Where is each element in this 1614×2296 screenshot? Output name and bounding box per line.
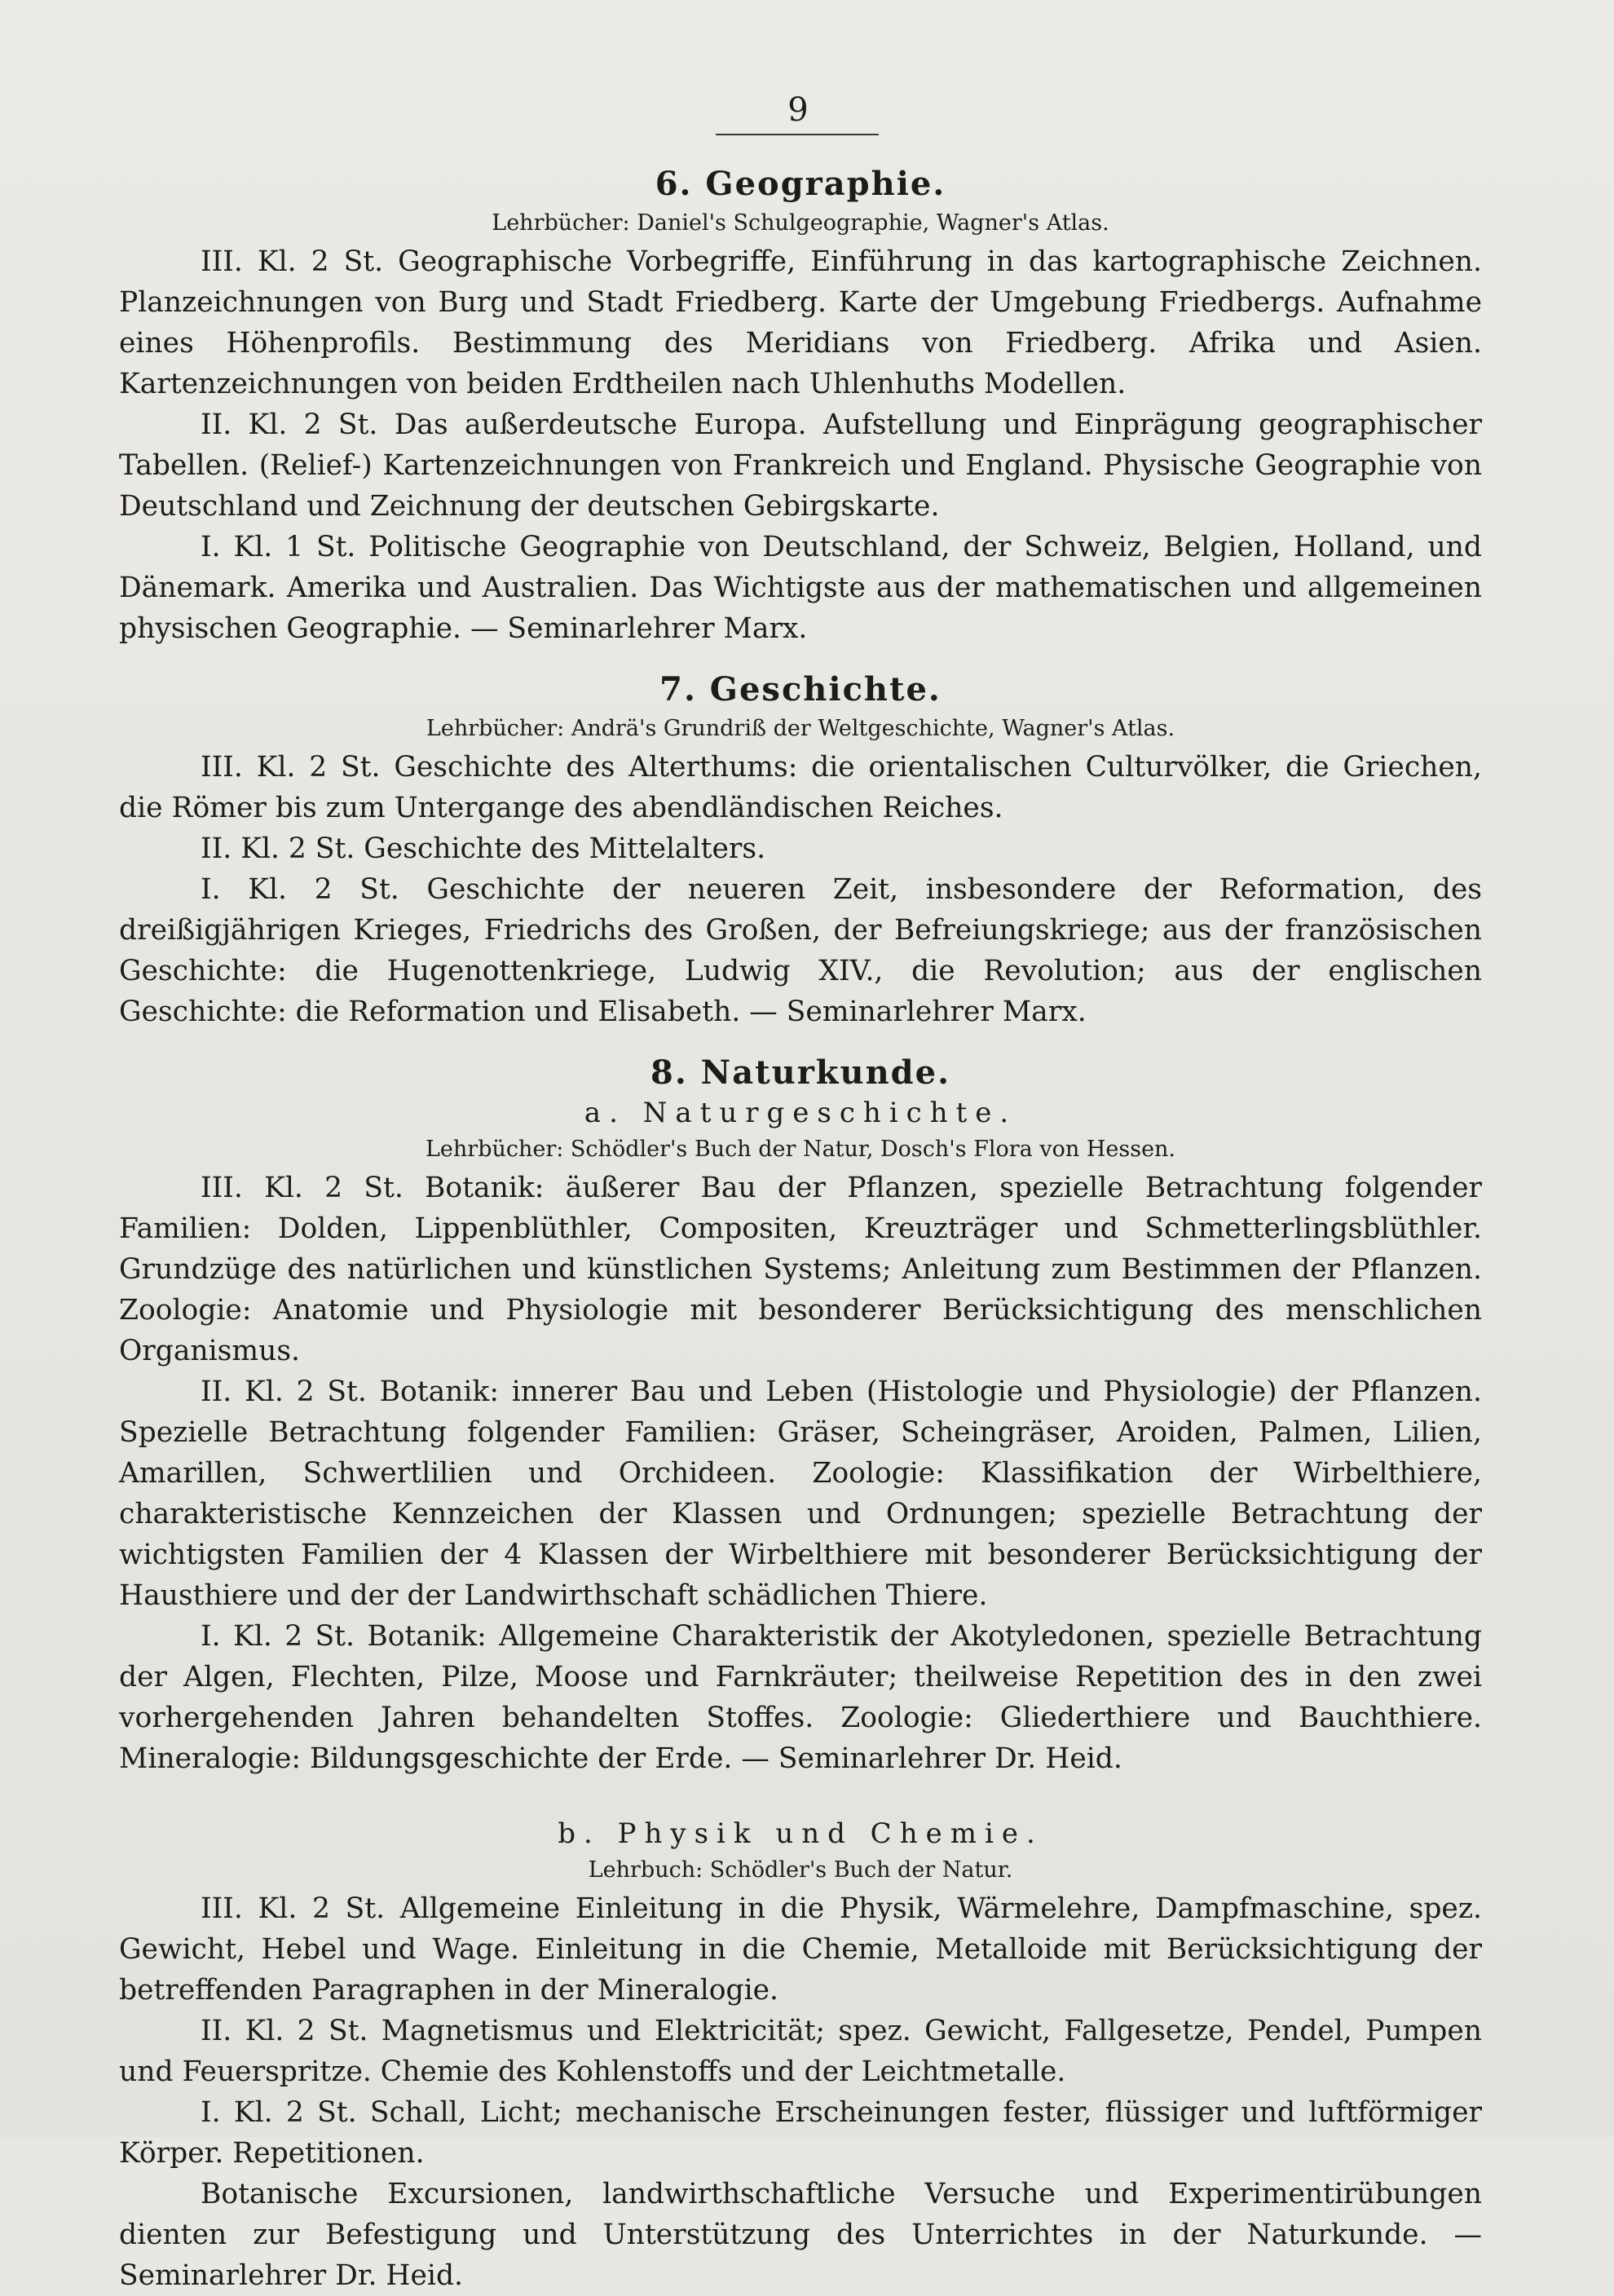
paragraph-geographie-kl2: II. Kl. 2 St. Das außerdeutsche Europa. Aufstellung und Einprägung geographischer Tabellen. (Relief-) Kartenzeichnungen von Frankreich und England. Physische Geographie von Deutschland und Zeichnung der deutschen Gebirgskarte. [119,408,1482,523]
textbooks-physik-chemie: Lehrbuch: Schödler's Buch der Natur. [588,1857,1013,1883]
paragraph-physik-kl1: I. Kl. 2 St. Schall, Licht; mechanische Erscheinungen fester, flüssiger und luftförmiger Körper. Repetitionen. [119,2096,1482,2170]
page-content [119,163,1482,2296]
paragraph-naturgeschichte-kl3: III. Kl. 2 St. Botanik: äußerer Bau der Pflanzen, spezielle Betrachtung folgender Familien: Dolden, Lippenblüthler, Compositen, Kreuzträger und Schmetterlingsblüthler. Grundzüge des natürlichen und künstlichen Systems; Anleitung zum Bestimmen der Pflanzen. Zoologie: Anatomie und Physiologie mit besonderer Berücksichtigung des menschlichen Organismus. [119,1172,1482,1367]
subsection-naturgeschichte [119,1094,1482,1779]
paragraph-geschichte-kl1: I. Kl. 2 St. Geschichte der neueren Zeit, insbesondere der Reformation, des dreißigjährigen Krieges, Friedrichs des Großen, der Befreiungskriege; aus der französischen Geschichte: die Hugenottenkriege, Ludwig XIV., die Revolution; aus der englischen Geschichte: die Reformation und Elisabeth. — Seminarlehrer Marx. [119,873,1482,1028]
paragraph-geographie-kl3: III. Kl. 2 St. Geographische Vorbegriffe, Einführung in das kartographische Zeichnen. Planzeichnungen von Burg und Stadt Friedberg. Karte der Umgebung Friedbergs. Aufnahme eines Höhenprofils. Bestimmung des Meridians von Friedberg. Afrika und Asien. Kartenzeichnungen von beiden Erdtheilen nach Uhlenhuths Modellen. [119,245,1482,400]
section-heading-geographie: 6. Geographie. [655,165,946,203]
textbooks-geographie: Lehrbücher: Daniel's Schulgeographie, Wagner's Atlas. [492,210,1109,236]
page-number-rule [716,134,879,135]
textbooks-geschichte: Lehrbücher: Andrä's Grundriß der Weltgeschichte, Wagner's Atlas. [426,716,1175,741]
section-geographie [119,163,1482,649]
spacer [119,1032,1482,1052]
paragraph-geschichte-kl2: II. Kl. 2 St. Geschichte des Mittelalters. [201,832,766,865]
section-heading-naturkunde: 8. Naturkunde. [650,1053,951,1092]
spacer [119,649,1482,669]
subheading-naturgeschichte: a. Naturgeschichte. [584,1097,1017,1129]
subheading-physik-chemie: b. Physik und Chemie. [558,1817,1043,1850]
paragraph-physik-kl2: II. Kl. 2 St. Magnetismus und Elektricität; spez. Gewicht, Fallgesetze, Pendel, Pumpen und Feuerspritze. Chemie des Kohlenstoffs und der Leichtmetalle. [119,2015,1482,2088]
section-naturkunde [119,1052,1482,2296]
paragraph-physik-closing: Botanische Excursionen, landwirthschaftliche Versuche und Experimentirübungen dienten zur Befestigung und Unterstützung des Unterrichtes in der Naturkunde. — Seminarlehrer Dr. Heid. [119,2178,1482,2292]
paragraph-geschichte-kl3: III. Kl. 2 St. Geschichte des Alterthums: die orientalischen Culturvölker, die Griechen, die Römer bis zum Untergange des abendländischen Reiches. [119,751,1482,824]
section-heading-geschichte: 7. Geschichte. [659,670,942,709]
textbooks-naturgeschichte: Lehrbücher: Schödler's Buch der Natur, Dosch's Flora von Hessen. [425,1137,1176,1162]
paragraph-naturgeschichte-kl2: II. Kl. 2 St. Botanik: innerer Bau und Leben (Histologie und Physiologie) der Pflanzen. Spezielle Betrachtung folgender Familien: Gräser, Scheingräser, Aroiden, Palmen, Lilien, Amarillen, Schwertlilien und Orchideen. Zoologie: Klassifikation der Wirbelthiere, charakteristische Kennzeichen der Klassen und Ordnungen; spezielle Betrachtung der wichtigsten Familien der 4 Klassen der Wirbelthiere mit besonderer Berücksichtigung der Hausthiere und der der Landwirthschaft schädlichen Thiere. [119,1375,1482,1612]
section-geschichte [119,669,1482,1032]
subsection-physik-chemie [119,1815,1482,2296]
spacer [119,1779,1482,1815]
paragraph-geographie-kl1: I. Kl. 1 St. Politische Geographie von Deutschland, der Schweiz, Belgien, Holland, und Dänemark. Amerika und Australien. Das Wichtigste aus der mathematischen und allgemeinen physischen Geographie. — Seminarlehrer Marx. [119,531,1482,645]
page-number: 9 [787,91,809,129]
paragraph-physik-kl3: III. Kl. 2 St. Allgemeine Einleitung in die Physik, Wärmelehre, Dampfmaschine, spez. Gewicht, Hebel und Wage. Einleitung in die Chemie, Metalloide mit Berücksichtigung der betreffenden Paragraphen in der Mineralogie. [119,1892,1482,2007]
paragraph-naturgeschichte-kl1: I. Kl. 2 St. Botanik: Allgemeine Charakteristik der Akotyledonen, spezielle Betrachtung der Algen, Flechten, Pilze, Moose und Farnkräuter; theilweise Repetition des in den zwei vorhergehenden Jahren behandelten Stoffes. Zoologie: Gliederthiere und Bauchthiere. Mineralogie: Bildungsgeschichte der Erde. — Seminarlehrer Dr. Heid. [119,1620,1482,1775]
